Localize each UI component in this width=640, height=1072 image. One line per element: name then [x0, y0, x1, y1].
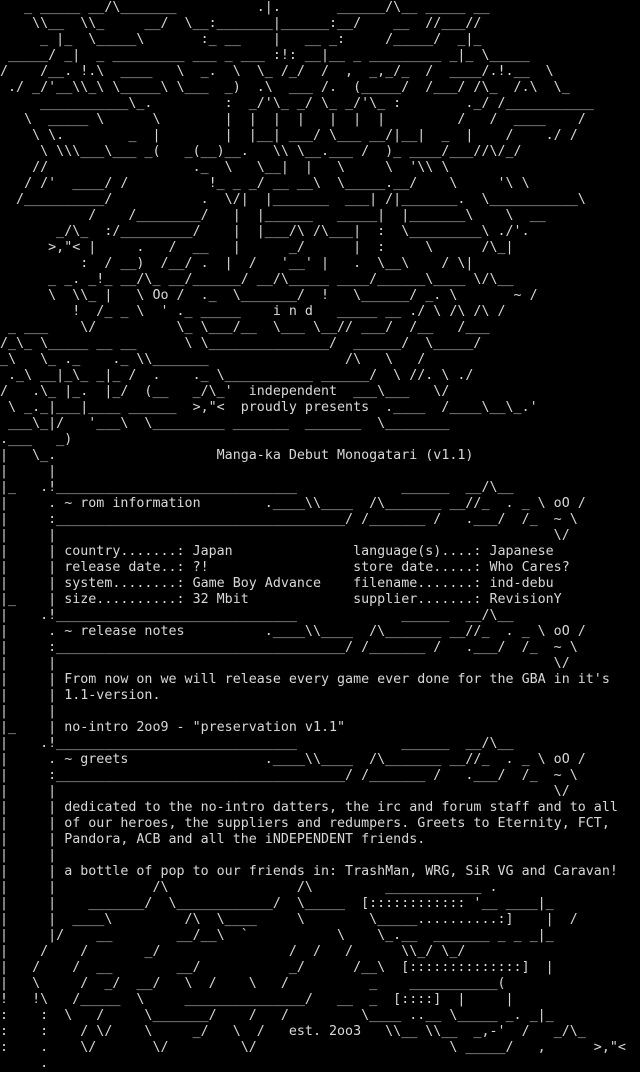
ascii-line: _ _. _!_ __/\_ __/______/ __/\_____ ____/______\____ \/\__: [0, 272, 514, 287]
ascii-line: ___\_|/ '___\ \_________ _______ _______ \________: [0, 416, 450, 431]
greets-text: | | dedicated to the no-intro datters, the irc and forum staff and to all: [0, 800, 618, 815]
ascii-line: | |/ __ __/__\ ` \ \_.__ _______ _ _ _|_: [0, 928, 554, 943]
ascii-line: / /________/ | |______ _____| |_______\ \ __: [0, 208, 546, 223]
ascii-line: _ |_ \_____\ :_ __ | __ _: /_____/ _|_: [0, 32, 482, 47]
ascii-line: \ \. _ | | |__| ___/ \___ __/|__| _ | / ./ /: [0, 128, 578, 143]
ascii-line: / .\_ |_. |_/ (__ _/\_' independent ___\___ \/: [0, 384, 450, 399]
ascii-line: / /' ____/ / !_ _ _/ __ __\ \_____.__/ \ '\ \: [0, 176, 530, 191]
ascii-line: >,"< | . / __ | _/ | : \ /\_|: [0, 240, 514, 255]
ascii-line: | / / _/ / / / \\_/ \_/: [0, 944, 466, 959]
ascii-line: ! /_ _ \ ' ._ _____ i n d _____ __ ./ \ /\ /\ /: [0, 304, 506, 319]
ascii-line: | | /\ /\ ____________ .: [0, 880, 498, 895]
release-notes-text: |_ | no-intro 2oo9 - "preservation v1.1": [0, 720, 346, 735]
section-divider: | .!______________________________ ______ __/\__: [0, 736, 514, 751]
section-divider: | :____________________________________/ /_______ / .___/ /_ ~ \: [0, 512, 578, 527]
ascii-line: _ ___ \/ \_ \___/__ \___ \__// ___/ /__ /___: [0, 320, 490, 335]
greets-text: | | Pandora, ACB and all the iNDEPENDENT friends.: [0, 832, 426, 847]
section-divider: |_ .!______________________________ ______ __/\__: [0, 480, 514, 495]
ascii-line: \ \\\___\___ _( _(__)__. \\ \__.___ / )_ ____/___//\/_/: [0, 144, 522, 159]
section-header-release-notes: | . ~ release notes .____\\____ /\_______ __//_ . _ \ oO /: [0, 624, 586, 639]
ascii-line: _____/ _| _ _________ ___ _ ___ :!: __|__ _ _________ _|_ \_____: [0, 48, 530, 63]
ascii-line: | |: [0, 704, 57, 719]
section-divider: | :____________________________________/ /_______ / .___/ /_ ~ \: [0, 640, 578, 655]
ascii-line: ./ _/'__\\_\ \_____\ \___ _) .\ ___ /. (_____/ /___/ /\_ /.\ \_: [0, 80, 570, 95]
ascii-line: | | ____\ /\ \____ \ \_____..........:] | /: [0, 912, 578, 927]
ascii-line: /_\_ \_____ __ __ \ \_______________/ ______/ \_____/: [0, 336, 482, 351]
ascii-line: | \ / _/ __/ \ / \ / _ ___________(: [0, 976, 506, 991]
ascii-line: \ _._|___|____ ______ >,"< proudly presents .____ /____\__\_.': [0, 400, 538, 415]
ascii-line: _/\_ :/_________/ | |___/\ /\___| : \_________\ ./'.: [0, 224, 530, 239]
rom-info-row: | | release date..: ?! store date.....: Who Cares?: [0, 560, 570, 575]
ascii-line: /__________/ . \/| |_______ ___| /|_______. \___________\: [0, 192, 586, 207]
section-divider: | | \/: [0, 528, 570, 543]
ascii-line: ! !\ /_____ \ _______________/ __ _ [::::] | |: [0, 992, 514, 1007]
rom-info-row: | | country.......: Japan language(s)....: Japanese: [0, 544, 554, 559]
release-title: | \_. Manga-ka Debut Monogatari (v1.1): [0, 448, 474, 463]
footer-established: : : / \/ \ _/ \ / est. 2oo3 \\__ \\__ _,-' / _/\_: [0, 1024, 586, 1039]
ascii-line: / /__. !.\ ____ \ _. \ \_ /_/ / , _,_/_ / ____/.!.__ \: [0, 64, 554, 79]
ascii-line: _ _____ __/\_______ .|. ______/\__ _____ __: [0, 0, 490, 15]
ascii-line: | / / __ __/ _/ /__\ [::::::::::::::] |: [0, 960, 554, 975]
ascii-line: .___ _): [0, 432, 73, 447]
section-divider: | | \/: [0, 784, 570, 799]
release-notes-text: | | From now on we will release every game ever done for the GBA in it's: [0, 672, 610, 687]
rom-info-row: |_ | size..........: 32 Mbit supplier.......: RevisionY: [0, 592, 562, 607]
greets-text: | | of our heroes, the suppliers and redumpers. Greets to Eternity, FCT,: [0, 816, 610, 831]
section-header-rom-information: | . ~ rom information .____\\____ /\_______ __//_ . _ \ oO /: [0, 496, 586, 511]
ascii-line: \ \\_ | \ Oo / ._ \_______/ ! \______/ _. \ ~ /: [0, 288, 538, 303]
ascii-line: // ._ \ \__| | \ \ '\\ \: [0, 160, 450, 175]
ascii-line: : / __) /__/ . | / '__' | . \__\ / \|: [0, 256, 474, 271]
ascii-line: | | _______/ \____________/ \_____ [:::::::::::: '__ ____|_: [0, 896, 554, 911]
ascii-line: \\__ \\_ __/ \__:_______|______:__/ __ //___//: [0, 16, 482, 31]
ascii-line: \ _____ \ \ | | | | | | | / / ____ /: [0, 112, 586, 127]
ascii-line: ._\ __|_\_ _|_ / . ._ \___________ ______/ \ //. \ ./: [0, 368, 474, 383]
section-divider: | | \/: [0, 656, 570, 671]
ascii-line: : : \ / \_______/ / / \____ ..__ \_____ _. _|_: [0, 1008, 554, 1023]
ascii-line: | |: [0, 464, 57, 479]
ascii-line: : . \/ \/ \/ \ _____/ , >,"<: [0, 1040, 626, 1055]
ascii-line: ___________\_. : _/'\_ _/ \_ _/'\_ : ._/ /___________: [0, 96, 594, 111]
section-divider: | :____________________________________/ /_______ / .___/ /_ ~ \: [0, 768, 578, 783]
rom-info-row: | | system........: Game Boy Advance filename.......: ind-debu: [0, 576, 554, 591]
release-notes-text: | | 1.1-version.: [0, 688, 161, 703]
section-header-greets: | . ~ greets .____\\____ /\_______ __//_ . _ \ oO /: [0, 752, 586, 767]
ascii-line: | |: [0, 848, 57, 863]
greets-text: | | a bottle of pop to our friends in: TrashMan, WRG, SiR VG and Caravan!: [0, 864, 618, 879]
section-divider: | .!______________________________ ______ __/\__: [0, 608, 514, 623]
ascii-line: _\ \_ ._ ._ \\_______ /\ \ /: [0, 352, 426, 367]
ascii-line: .: [0, 1056, 49, 1071]
